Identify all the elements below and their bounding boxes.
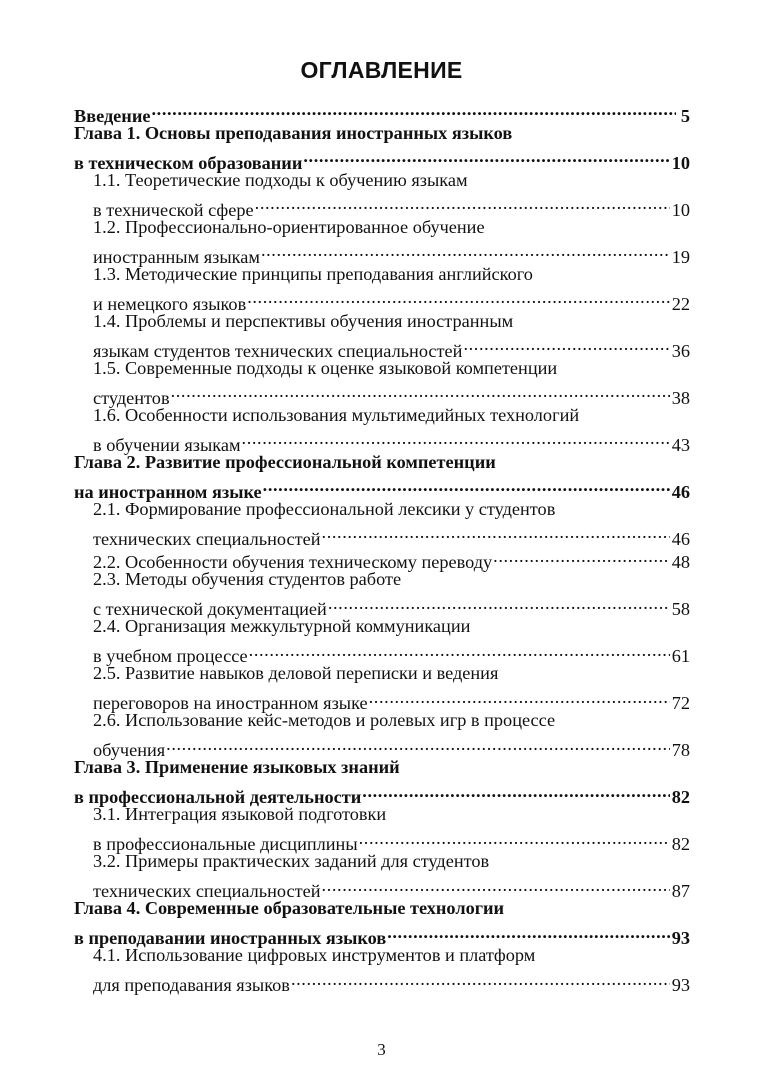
toc-entry-title: 1.6. Особенности использования мультимедийных технологий bbox=[93, 404, 580, 425]
toc-page-number: 82 bbox=[671, 834, 690, 854]
dot-leader bbox=[247, 286, 670, 310]
toc-line bbox=[74, 615, 690, 639]
toc-page-number: 10 bbox=[671, 152, 690, 173]
dot-leader bbox=[171, 380, 670, 404]
toc-line bbox=[74, 286, 690, 314]
toc-section-entry[interactable] bbox=[74, 615, 690, 666]
toc-section-entry[interactable] bbox=[74, 498, 690, 549]
dot-leader bbox=[291, 968, 670, 992]
toc-entry-title: и немецкого языков bbox=[93, 293, 247, 314]
toc-entry-title: 2.4. Организация межкультурной коммуникации bbox=[93, 616, 471, 636]
toc-entry-title: с технической документацией bbox=[93, 599, 327, 619]
toc-entry-title: Глава 3. Применение языковых знаний bbox=[74, 757, 400, 777]
toc-page-number: 72 bbox=[671, 693, 690, 713]
toc-page-number: 10 bbox=[671, 199, 690, 220]
toc-page-number: 46 bbox=[671, 481, 690, 502]
toc-line bbox=[74, 169, 690, 193]
toc-page-number: 87 bbox=[671, 881, 690, 901]
dot-leader bbox=[166, 733, 670, 757]
dot-leader bbox=[242, 427, 670, 451]
toc-page-number: 36 bbox=[671, 340, 690, 361]
dot-leader bbox=[362, 780, 669, 804]
toc-page-number: 48 bbox=[671, 552, 690, 572]
toc-line bbox=[74, 404, 690, 428]
toc-line bbox=[74, 568, 690, 592]
toc-line bbox=[74, 662, 690, 686]
toc-section-entry[interactable] bbox=[74, 263, 690, 314]
toc-line bbox=[74, 803, 690, 827]
dot-leader bbox=[369, 686, 670, 710]
toc-section-entry[interactable] bbox=[74, 568, 690, 619]
toc-entry-title: технических специальностей bbox=[93, 881, 321, 901]
toc-section-entry[interactable] bbox=[74, 357, 690, 408]
table-of-contents bbox=[74, 98, 690, 995]
toc-entry-title: 4.1. Использование цифровых инструментов и платформ bbox=[93, 945, 536, 965]
page-title: ОГЛАВЛЕНИЕ bbox=[300, 57, 463, 83]
toc-page-number: 43 bbox=[671, 434, 690, 455]
toc-line bbox=[74, 592, 690, 619]
toc-entry-title: языкам студентов технических специальностей bbox=[93, 340, 463, 361]
toc-line bbox=[74, 874, 690, 901]
toc-line bbox=[74, 756, 690, 780]
toc-chapter-entry[interactable] bbox=[74, 897, 690, 948]
toc-line bbox=[74, 310, 690, 334]
toc-page-number: 38 bbox=[671, 387, 690, 408]
toc-entry-title: 2.5. Развитие навыков деловой переписки и ведения bbox=[93, 663, 499, 683]
toc-page-number: 61 bbox=[671, 646, 690, 666]
toc-line bbox=[74, 686, 690, 713]
dot-leader bbox=[255, 192, 670, 216]
toc-entry-title: 1.5. Современные подходы к оценке языковой компетенции bbox=[93, 357, 558, 378]
dot-leader bbox=[303, 145, 669, 169]
toc-section-entry[interactable] bbox=[74, 803, 690, 854]
toc-line bbox=[74, 98, 690, 126]
toc-line bbox=[74, 333, 690, 361]
toc-entry-title: 2.1. Формирование профессиональной лексики у студентов bbox=[93, 498, 556, 519]
toc-section-entry[interactable] bbox=[74, 944, 690, 995]
toc-line bbox=[74, 145, 690, 173]
toc-entry-title: 1.1. Теоретические подходы к обучению языкам bbox=[93, 169, 468, 190]
toc-chapter-entry[interactable] bbox=[74, 756, 690, 807]
dot-leader bbox=[322, 521, 670, 545]
dot-leader bbox=[322, 874, 670, 898]
toc-entry-title: переговоров на иностранном языке bbox=[93, 693, 368, 713]
toc-line bbox=[74, 639, 690, 666]
toc-line bbox=[74, 733, 690, 760]
toc-entry-title: 2.3. Методы обучения студентов работе bbox=[93, 569, 402, 589]
toc-entry-title: в обучении языкам bbox=[93, 434, 241, 455]
toc-line bbox=[74, 451, 690, 475]
toc-line bbox=[74, 897, 690, 921]
toc-page-number: 93 bbox=[671, 928, 690, 948]
toc-entry-title: 3.2. Примеры практических заданий для студентов bbox=[93, 851, 490, 871]
dot-leader bbox=[359, 827, 670, 851]
toc-section-entry[interactable] bbox=[74, 850, 690, 901]
dot-leader bbox=[151, 98, 676, 122]
toc-entry-title: на иностранном языке bbox=[74, 481, 262, 502]
toc-line bbox=[74, 474, 690, 502]
toc-entry-title: в преподавании иностранных языков bbox=[74, 928, 387, 948]
toc-entry-title: иностранным языкам bbox=[93, 246, 260, 267]
toc-line bbox=[74, 850, 690, 874]
toc-line bbox=[74, 521, 690, 549]
toc-page-number: 46 bbox=[671, 528, 690, 549]
toc-section-entry[interactable] bbox=[74, 404, 690, 455]
toc-entry-title: в профессиональной деятельности bbox=[74, 787, 362, 807]
toc-line bbox=[74, 357, 690, 381]
toc-page-number: 82 bbox=[671, 787, 690, 807]
toc-entry-title: обучения bbox=[93, 740, 166, 760]
toc-entry-title: в техническом образовании bbox=[74, 152, 303, 173]
toc-page-number: 22 bbox=[671, 293, 690, 314]
toc-line bbox=[74, 263, 690, 287]
toc-page-number: 58 bbox=[671, 599, 690, 619]
toc-line bbox=[74, 709, 690, 733]
toc-entry-title: 2.6. Использование кейс-методов и ролевых игр в процессе bbox=[93, 710, 556, 730]
toc-entry-title: Глава 1. Основы преподавания иностранных языков bbox=[74, 122, 513, 143]
toc-line bbox=[74, 427, 690, 455]
dot-leader bbox=[261, 239, 670, 263]
toc-entry-title: в учебном процессе bbox=[93, 646, 248, 666]
toc-section-entry[interactable] bbox=[74, 310, 690, 361]
toc-entry-title: 1.4. Проблемы и перспективы обучения иностранным bbox=[93, 310, 514, 331]
toc-entry-title: 1.3. Методические принципы преподавания английского bbox=[93, 263, 533, 284]
toc-page-number: 78 bbox=[671, 740, 690, 760]
toc-entry-title: студентов bbox=[93, 387, 170, 408]
toc-line bbox=[74, 921, 690, 948]
toc-page-number: 5 bbox=[680, 105, 690, 126]
toc-line bbox=[74, 122, 690, 146]
toc-line bbox=[74, 239, 690, 267]
dot-leader bbox=[249, 639, 670, 663]
toc-line bbox=[74, 944, 690, 968]
toc-entry-title: технических специальностей bbox=[93, 528, 321, 549]
toc-entry-title: Глава 4. Современные образовательные технологии bbox=[74, 898, 505, 918]
toc-entry-title: в профессиональные дисциплины bbox=[93, 834, 358, 854]
dot-leader bbox=[328, 592, 670, 616]
toc-chapter-entry[interactable] bbox=[74, 98, 690, 126]
dot-leader bbox=[493, 545, 670, 569]
toc-section-entry[interactable] bbox=[74, 662, 690, 713]
toc-entry-title: 2.2. Особенности обучения техническому переводу bbox=[93, 552, 493, 572]
dot-leader bbox=[463, 333, 669, 357]
toc-line bbox=[74, 192, 690, 220]
toc-section-entry[interactable] bbox=[74, 216, 690, 267]
page-number: 3 bbox=[377, 1040, 386, 1059]
toc-entry-title: Глава 2. Развитие профессиональной компетенции bbox=[74, 451, 496, 472]
dot-leader bbox=[263, 474, 670, 498]
toc-line bbox=[74, 780, 690, 807]
dot-leader bbox=[387, 921, 670, 945]
toc-line bbox=[74, 498, 690, 522]
toc-section-entry[interactable] bbox=[74, 709, 690, 760]
toc-line bbox=[74, 380, 690, 408]
toc-line bbox=[74, 827, 690, 854]
toc-entry-title: Введение bbox=[74, 105, 151, 126]
toc-line bbox=[74, 968, 690, 995]
toc-entry-title: 1.2. Профессионально-ориентированное обучение bbox=[93, 216, 485, 237]
toc-chapter-entry[interactable] bbox=[74, 122, 690, 173]
toc-entry-title: 3.1. Интеграция языковой подготовки bbox=[93, 804, 387, 824]
toc-entry-title: в технической сфере bbox=[93, 199, 254, 220]
toc-page-number: 93 bbox=[671, 975, 690, 995]
toc-chapter-entry[interactable] bbox=[74, 451, 690, 502]
toc-entry-title: для преподавания языков bbox=[93, 975, 290, 995]
toc-page-number: 19 bbox=[671, 246, 690, 267]
toc-section-entry[interactable] bbox=[74, 169, 690, 220]
toc-line bbox=[74, 216, 690, 240]
